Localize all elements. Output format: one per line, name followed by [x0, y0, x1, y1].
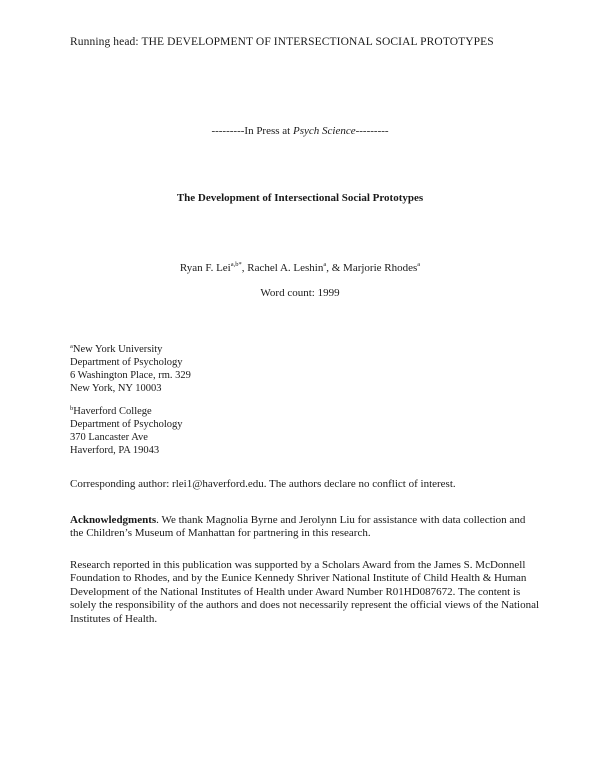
- affiliation-block: [70, 343, 191, 395]
- affiliation-block: [70, 405, 183, 457]
- institution-name: Haverford College: [73, 406, 152, 417]
- affiliation-line: 6 Washington Place, rm. 329: [70, 370, 191, 381]
- author-name: Ryan F. Lei: [179, 262, 231, 274]
- affiliation-line: New York, NY 10003: [70, 383, 162, 394]
- affiliation-line: 370 Lancaster Ave: [70, 432, 148, 443]
- author-separator: , &: [326, 262, 344, 274]
- affiliation-line: [70, 343, 191, 356]
- running-head: Running head: THE DEVELOPMENT OF INTERSECTIONAL SOCIAL PROTOTYPES: [70, 36, 494, 48]
- author-affiliation: a,b*: [230, 261, 242, 268]
- funding-statement: Research reported in this publication was supported by a Scholars Award from the James S. McDonnell Foundation to Rhodes, and by the Eunice Kennedy Shriver National Institute of Child Health & Human Development of the National Institutes of Health under Award Number R01HD087672. The content is solely the responsibility of the authors and does not necessarily represent the official views of the National Institutes of Health.: [70, 559, 540, 625]
- corresponding-author: Corresponding author: rlei1@haverford.edu. The authors declare no conflict of interest.: [70, 478, 456, 490]
- journal-name: Psych Science: [292, 125, 356, 137]
- affiliation-marker: a: [70, 343, 73, 350]
- author-separator: ,: [241, 262, 248, 274]
- acknowledgments: [70, 514, 540, 541]
- author-affiliation: a: [417, 261, 421, 268]
- affiliation-line: [70, 405, 183, 418]
- paper-title: The Development of Intersectional Social Prototypes: [176, 192, 424, 204]
- affiliation-line: Department of Psychology: [70, 357, 183, 368]
- acknowledgments-label: Acknowledgments: [70, 514, 157, 526]
- press-suffix: ---------: [355, 125, 389, 137]
- institution-name: New York University: [72, 344, 163, 355]
- word-count: Word count: 1999: [260, 287, 340, 299]
- author-line: [0, 262, 600, 274]
- press-prefix: ---------In Press at: [211, 125, 293, 137]
- press-note: [0, 125, 600, 137]
- acknowledgments-text: . We thank Magnolia Byrne and Jerolynn Liu for assistance with data collection and the Children’s Museum of Manhattan for partnering in this research.: [70, 514, 526, 540]
- author-affiliation: a: [323, 261, 327, 268]
- affiliation-line: Haverford, PA 19043: [70, 445, 160, 456]
- affiliation-marker: b: [70, 405, 74, 412]
- author-name: Marjorie Rhodes: [343, 262, 418, 274]
- author-name: Rachel A. Leshin: [247, 262, 324, 274]
- affiliation-line: Department of Psychology: [70, 419, 183, 430]
